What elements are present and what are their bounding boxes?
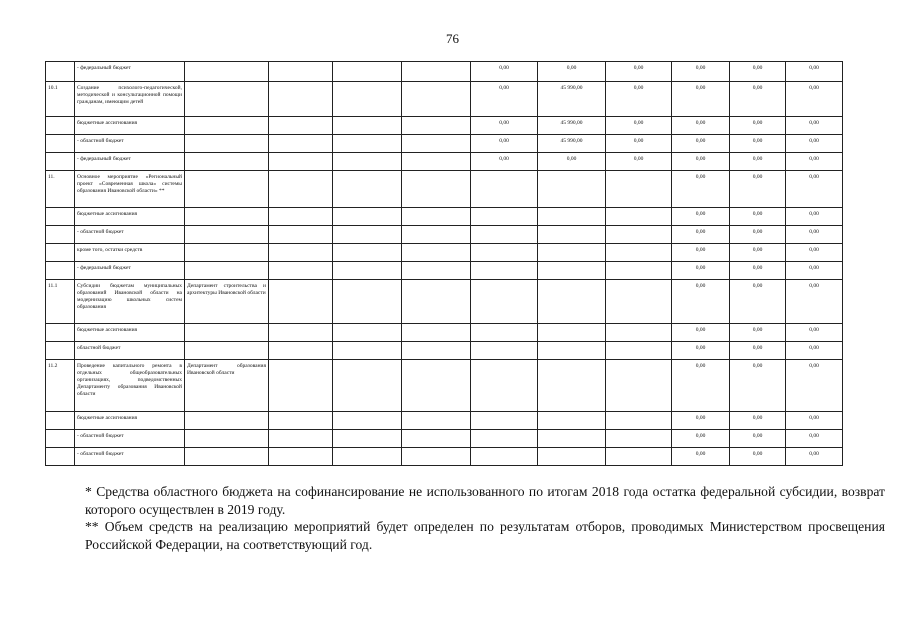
value-cell: 0,00 bbox=[786, 262, 843, 280]
value-cell: 0,00 bbox=[672, 82, 730, 117]
value-cell bbox=[538, 171, 606, 208]
value-cell: 0,00 bbox=[672, 153, 730, 171]
empty-cell bbox=[402, 412, 471, 430]
value-cell bbox=[471, 430, 538, 448]
empty-cell bbox=[402, 82, 471, 117]
empty-cell bbox=[333, 342, 402, 360]
value-cell bbox=[471, 262, 538, 280]
value-cell bbox=[471, 208, 538, 226]
empty-cell bbox=[333, 82, 402, 117]
table-row bbox=[46, 430, 843, 448]
value-cell bbox=[606, 262, 672, 280]
row-name-cell: - областной бюджет bbox=[75, 135, 185, 153]
value-cell: 0,00 bbox=[730, 153, 786, 171]
value-cell: 0,00 bbox=[672, 360, 730, 412]
value-cell: 0,00 bbox=[730, 448, 786, 466]
value-cell: 0,00 bbox=[672, 430, 730, 448]
value-cell: 0,00 bbox=[730, 412, 786, 430]
empty-cell bbox=[269, 135, 333, 153]
value-cell bbox=[538, 324, 606, 342]
value-cell: 0,00 bbox=[672, 62, 730, 82]
value-cell bbox=[606, 412, 672, 430]
row-number-cell: 11.1 bbox=[46, 280, 75, 324]
value-cell: 0,00 bbox=[606, 82, 672, 117]
table-row bbox=[46, 135, 843, 153]
value-cell: 45 990,00 bbox=[538, 82, 606, 117]
value-cell bbox=[471, 342, 538, 360]
empty-cell bbox=[402, 208, 471, 226]
value-cell bbox=[606, 360, 672, 412]
row-name-cell: кроме того, остатки средств bbox=[75, 244, 185, 262]
empty-cell bbox=[402, 360, 471, 412]
value-cell: 0,00 bbox=[730, 280, 786, 324]
empty-cell bbox=[269, 324, 333, 342]
table-row bbox=[46, 280, 843, 324]
value-cell: 0,00 bbox=[606, 135, 672, 153]
empty-cell bbox=[402, 262, 471, 280]
row-name-cell: бюджетные ассигнования bbox=[75, 324, 185, 342]
empty-cell bbox=[269, 412, 333, 430]
row-name-cell: областной бюджет bbox=[75, 342, 185, 360]
empty-cell bbox=[269, 430, 333, 448]
value-cell: 0,00 bbox=[730, 117, 786, 135]
table-row bbox=[46, 153, 843, 171]
row-name-cell: бюджетные ассигнования bbox=[75, 208, 185, 226]
row-name-cell: - федеральный бюджет bbox=[75, 262, 185, 280]
empty-cell bbox=[333, 244, 402, 262]
row-number-cell bbox=[46, 153, 75, 171]
row-number-cell bbox=[46, 117, 75, 135]
value-cell bbox=[606, 171, 672, 208]
value-cell: 0,00 bbox=[672, 412, 730, 430]
value-cell: 0,00 bbox=[730, 226, 786, 244]
row-number-cell: 11. bbox=[46, 171, 75, 208]
value-cell: 0,00 bbox=[786, 448, 843, 466]
value-cell: 0,00 bbox=[730, 262, 786, 280]
executor-cell bbox=[185, 448, 269, 466]
row-number-cell bbox=[46, 226, 75, 244]
row-name-cell: бюджетные ассигнования bbox=[75, 412, 185, 430]
value-cell: 0,00 bbox=[471, 82, 538, 117]
value-cell: 0,00 bbox=[786, 360, 843, 412]
empty-cell bbox=[269, 280, 333, 324]
table-row bbox=[46, 208, 843, 226]
row-name-cell: бюджетные ассигнования bbox=[75, 117, 185, 135]
value-cell bbox=[538, 412, 606, 430]
footnote-2: ** Объем средств на реализацию мероприятий будет определен по результатам отборов, проводимых Министерством просвещения Российской Федерации, на соответствующий год. bbox=[85, 519, 885, 552]
value-cell: 0,00 bbox=[786, 153, 843, 171]
row-number-cell: 11.2 bbox=[46, 360, 75, 412]
value-cell: 0,00 bbox=[672, 280, 730, 324]
empty-cell bbox=[333, 324, 402, 342]
executor-cell bbox=[185, 244, 269, 262]
table-row bbox=[46, 244, 843, 262]
table-row bbox=[46, 82, 843, 117]
empty-cell bbox=[402, 226, 471, 244]
empty-cell bbox=[269, 262, 333, 280]
value-cell: 0,00 bbox=[786, 430, 843, 448]
value-cell: 0,00 bbox=[538, 62, 606, 82]
value-cell: 0,00 bbox=[672, 324, 730, 342]
executor-cell bbox=[185, 62, 269, 82]
empty-cell bbox=[269, 62, 333, 82]
table-row bbox=[46, 226, 843, 244]
value-cell: 0,00 bbox=[538, 153, 606, 171]
value-cell bbox=[606, 324, 672, 342]
empty-cell bbox=[269, 208, 333, 226]
value-cell bbox=[471, 244, 538, 262]
value-cell: 0,00 bbox=[786, 342, 843, 360]
executor-cell bbox=[185, 208, 269, 226]
empty-cell bbox=[269, 153, 333, 171]
value-cell bbox=[471, 171, 538, 208]
executor-cell bbox=[185, 135, 269, 153]
value-cell bbox=[538, 342, 606, 360]
row-number-cell: 10.1 bbox=[46, 82, 75, 117]
value-cell bbox=[606, 208, 672, 226]
value-cell: 0,00 bbox=[786, 280, 843, 324]
value-cell bbox=[606, 244, 672, 262]
row-name-cell: - федеральный бюджет bbox=[75, 62, 185, 82]
row-name-cell: - федеральный бюджет bbox=[75, 153, 185, 171]
value-cell: 0,00 bbox=[730, 360, 786, 412]
value-cell: 0,00 bbox=[730, 342, 786, 360]
value-cell: 0,00 bbox=[672, 208, 730, 226]
row-name-cell: - областной бюджет bbox=[75, 226, 185, 244]
row-name-cell: - областной бюджет bbox=[75, 448, 185, 466]
value-cell bbox=[538, 280, 606, 324]
empty-cell bbox=[333, 360, 402, 412]
value-cell: 0,00 bbox=[672, 226, 730, 244]
budget-table bbox=[45, 61, 843, 466]
value-cell: 0,00 bbox=[471, 135, 538, 153]
value-cell: 0,00 bbox=[606, 153, 672, 171]
value-cell: 0,00 bbox=[606, 117, 672, 135]
value-cell: 0,00 bbox=[786, 244, 843, 262]
value-cell: 0,00 bbox=[672, 171, 730, 208]
empty-cell bbox=[402, 448, 471, 466]
value-cell: 0,00 bbox=[471, 62, 538, 82]
executor-cell bbox=[185, 262, 269, 280]
value-cell: 0,00 bbox=[730, 430, 786, 448]
empty-cell bbox=[333, 62, 402, 82]
row-name-cell: Проведение капитального ремонта в отдельных общеобразовательных организациях, подведомственных Департаменту образования Ивановской области bbox=[75, 360, 185, 412]
empty-cell bbox=[402, 153, 471, 171]
empty-cell bbox=[333, 430, 402, 448]
row-name-cell: - областной бюджет bbox=[75, 430, 185, 448]
executor-cell bbox=[185, 82, 269, 117]
empty-cell bbox=[333, 412, 402, 430]
value-cell: 0,00 bbox=[730, 324, 786, 342]
empty-cell bbox=[333, 117, 402, 135]
value-cell bbox=[606, 280, 672, 324]
value-cell: 0,00 bbox=[606, 62, 672, 82]
value-cell: 0,00 bbox=[786, 135, 843, 153]
value-cell: 0,00 bbox=[730, 135, 786, 153]
value-cell: 0,00 bbox=[672, 448, 730, 466]
value-cell: 0,00 bbox=[786, 324, 843, 342]
executor-cell bbox=[185, 342, 269, 360]
empty-cell bbox=[333, 153, 402, 171]
value-cell bbox=[606, 430, 672, 448]
value-cell: 0,00 bbox=[786, 62, 843, 82]
row-number-cell bbox=[46, 430, 75, 448]
empty-cell bbox=[402, 280, 471, 324]
value-cell bbox=[538, 430, 606, 448]
value-cell bbox=[538, 244, 606, 262]
table-row bbox=[46, 171, 843, 208]
page-number: 76 bbox=[446, 31, 459, 46]
row-number-cell bbox=[46, 412, 75, 430]
empty-cell bbox=[333, 262, 402, 280]
value-cell: 0,00 bbox=[786, 82, 843, 117]
empty-cell bbox=[333, 135, 402, 153]
value-cell: 0,00 bbox=[730, 82, 786, 117]
empty-cell bbox=[269, 360, 333, 412]
empty-cell bbox=[402, 342, 471, 360]
table-row bbox=[46, 117, 843, 135]
empty-cell bbox=[269, 171, 333, 208]
empty-cell bbox=[402, 117, 471, 135]
table-row bbox=[46, 324, 843, 342]
empty-cell bbox=[269, 226, 333, 244]
row-number-cell bbox=[46, 62, 75, 82]
table-row bbox=[46, 360, 843, 412]
row-number-cell bbox=[46, 135, 75, 153]
value-cell: 0,00 bbox=[672, 262, 730, 280]
empty-cell bbox=[333, 280, 402, 324]
value-cell: 0,00 bbox=[786, 412, 843, 430]
empty-cell bbox=[333, 448, 402, 466]
empty-cell bbox=[402, 244, 471, 262]
row-number-cell bbox=[46, 262, 75, 280]
executor-cell bbox=[185, 412, 269, 430]
executor-cell: Департамент строительства и архитектуры Ивановской области bbox=[185, 280, 269, 324]
value-cell bbox=[538, 208, 606, 226]
executor-cell bbox=[185, 430, 269, 448]
value-cell: 0,00 bbox=[730, 62, 786, 82]
table-row bbox=[46, 62, 843, 82]
empty-cell bbox=[269, 448, 333, 466]
value-cell bbox=[538, 226, 606, 244]
executor-cell: Департамент образования Ивановской области bbox=[185, 360, 269, 412]
row-name-cell: Основное мероприятие «Региональный проект «Современная школа» системы образования Ивановской области» ** bbox=[75, 171, 185, 208]
empty-cell bbox=[402, 430, 471, 448]
empty-cell bbox=[269, 82, 333, 117]
executor-cell bbox=[185, 324, 269, 342]
value-cell: 0,00 bbox=[786, 171, 843, 208]
table-row bbox=[46, 448, 843, 466]
row-number-cell bbox=[46, 244, 75, 262]
row-name-cell: Создание психолого-педагогической, методической и консультационной помощи гражданам, имеющим детей bbox=[75, 82, 185, 117]
row-number-cell bbox=[46, 208, 75, 226]
value-cell bbox=[471, 226, 538, 244]
value-cell bbox=[606, 342, 672, 360]
value-cell: 0,00 bbox=[471, 153, 538, 171]
value-cell: 0,00 bbox=[471, 117, 538, 135]
row-name-cell: Субсидии бюджетам муниципальных образований Ивановской области на модернизацию школьных систем образования bbox=[75, 280, 185, 324]
value-cell: 0,00 bbox=[786, 117, 843, 135]
empty-cell bbox=[402, 62, 471, 82]
value-cell bbox=[606, 226, 672, 244]
value-cell: 0,00 bbox=[730, 244, 786, 262]
value-cell bbox=[538, 448, 606, 466]
empty-cell bbox=[402, 135, 471, 153]
value-cell: 0,00 bbox=[786, 208, 843, 226]
value-cell bbox=[471, 280, 538, 324]
executor-cell bbox=[185, 226, 269, 244]
empty-cell bbox=[333, 171, 402, 208]
executor-cell bbox=[185, 171, 269, 208]
executor-cell bbox=[185, 117, 269, 135]
empty-cell bbox=[333, 208, 402, 226]
row-number-cell bbox=[46, 448, 75, 466]
value-cell bbox=[538, 262, 606, 280]
value-cell: 0,00 bbox=[730, 208, 786, 226]
value-cell: 45 990,00 bbox=[538, 117, 606, 135]
value-cell bbox=[538, 360, 606, 412]
value-cell bbox=[471, 324, 538, 342]
value-cell bbox=[471, 360, 538, 412]
value-cell: 0,00 bbox=[672, 244, 730, 262]
value-cell: 0,00 bbox=[672, 135, 730, 153]
executor-cell bbox=[185, 153, 269, 171]
row-number-cell bbox=[46, 342, 75, 360]
table-row bbox=[46, 342, 843, 360]
empty-cell bbox=[269, 244, 333, 262]
value-cell bbox=[471, 448, 538, 466]
row-number-cell bbox=[46, 324, 75, 342]
table-row bbox=[46, 262, 843, 280]
value-cell: 0,00 bbox=[672, 117, 730, 135]
value-cell: 0,00 bbox=[730, 171, 786, 208]
value-cell bbox=[471, 412, 538, 430]
value-cell: 0,00 bbox=[786, 226, 843, 244]
empty-cell bbox=[269, 117, 333, 135]
empty-cell bbox=[402, 324, 471, 342]
empty-cell bbox=[402, 171, 471, 208]
value-cell: 45 990,00 bbox=[538, 135, 606, 153]
table-body bbox=[46, 62, 843, 466]
table-row bbox=[46, 412, 843, 430]
value-cell: 0,00 bbox=[672, 342, 730, 360]
value-cell bbox=[606, 448, 672, 466]
empty-cell bbox=[333, 226, 402, 244]
footnote-1: * Средства областного бюджета на софинансирование не использованного по итогам 2018 года остатка федеральной субсидии, возврат которого осуществлен в 2019 году. bbox=[85, 484, 885, 517]
empty-cell bbox=[269, 342, 333, 360]
